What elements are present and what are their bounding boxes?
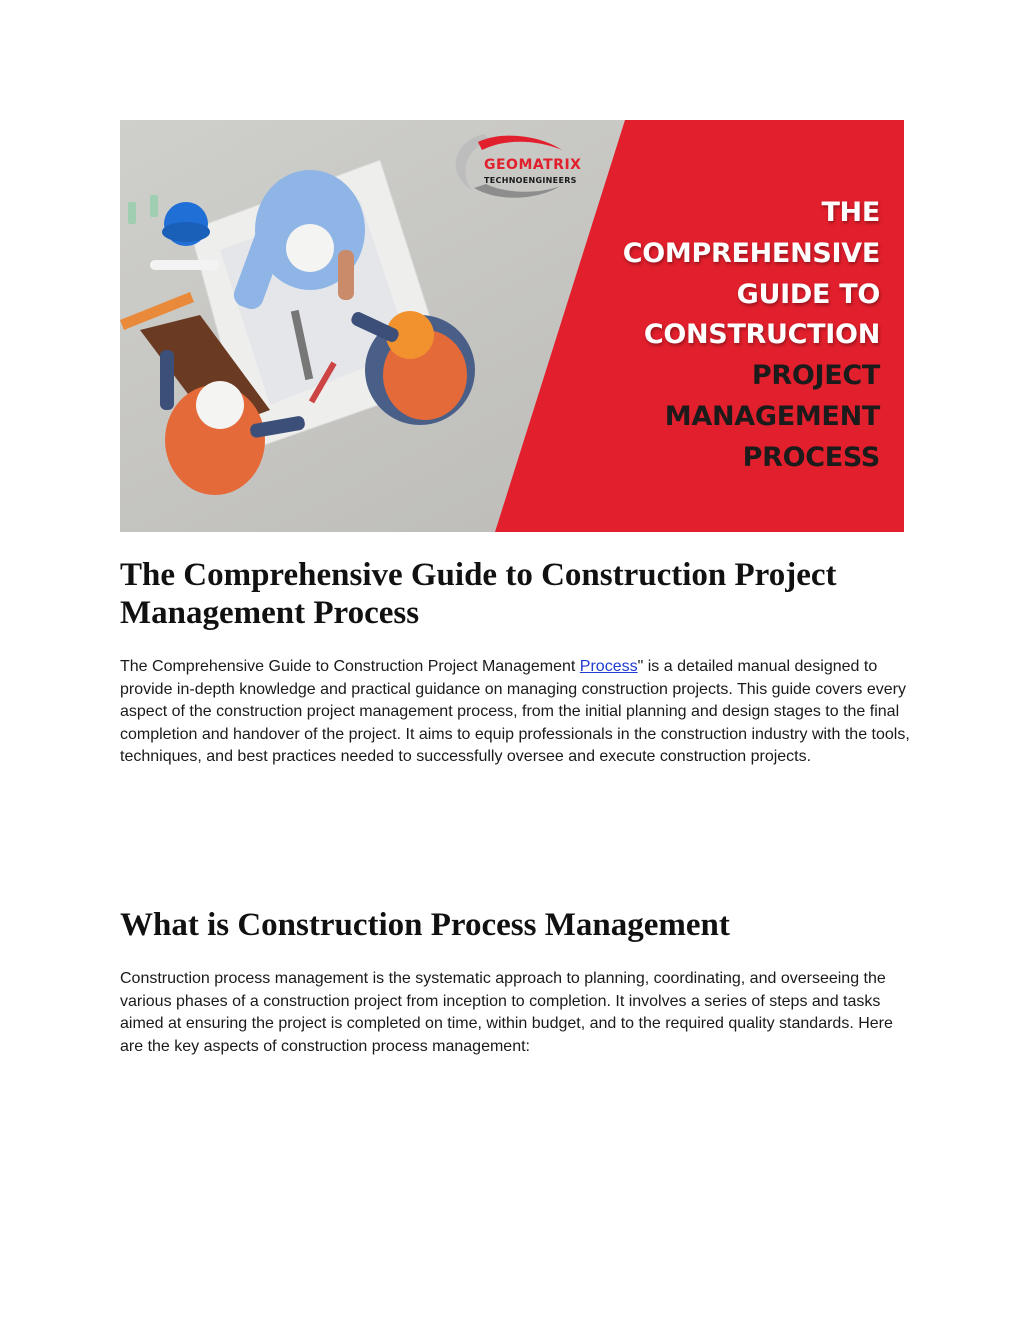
banner-title-line: COMPREHENSIVE [622,237,880,269]
logo-wordmark: GEOMATRIX [484,157,582,173]
logo-tagline: TECHNOENGINEERS [484,176,577,185]
banner-title-line: PROJECT [751,360,880,392]
banner-title-line: THE [821,197,880,228]
hero-banner-image [120,120,904,532]
banner-title-line: PROCESS [742,441,880,473]
section-heading: What is Construction Process Management [120,907,730,943]
banner-title-line: CONSTRUCTION [643,319,880,351]
intro-text-end: " is a detailed manual designed to provide in-depth knowledge and practical guidance on managing construction projects. This guide covers every aspect of the construction project management process, from the initial planning and design stages to the final completion and handover of the project. It aims to equip professionals in the construction industry with the tools, techniques, and best practices needed to successfully oversee and execute construction projects. [120,658,910,766]
banner-title-line: MANAGEMENT [664,400,880,432]
banner-title [550,193,880,479]
intro-paragraph [120,656,910,769]
process-link[interactable]: Process [579,658,638,675]
banner-title-line: GUIDE TO [736,278,880,310]
article-title: The Comprehensive Guide to Construction Project Management Process [120,557,837,631]
section-paragraph: Construction process management is the systematic approach to planning, coordinating, and overseeing the various phases of a construction project from inception to completion. It involves a series of steps and tasks aimed at ensuring the project is completed on time, within budget, and to the required quality standards. Here are the key aspects of construction process management: [120,970,893,1055]
intro-text-start: The Comprehensive Guide to Construction Project Management [120,658,580,675]
